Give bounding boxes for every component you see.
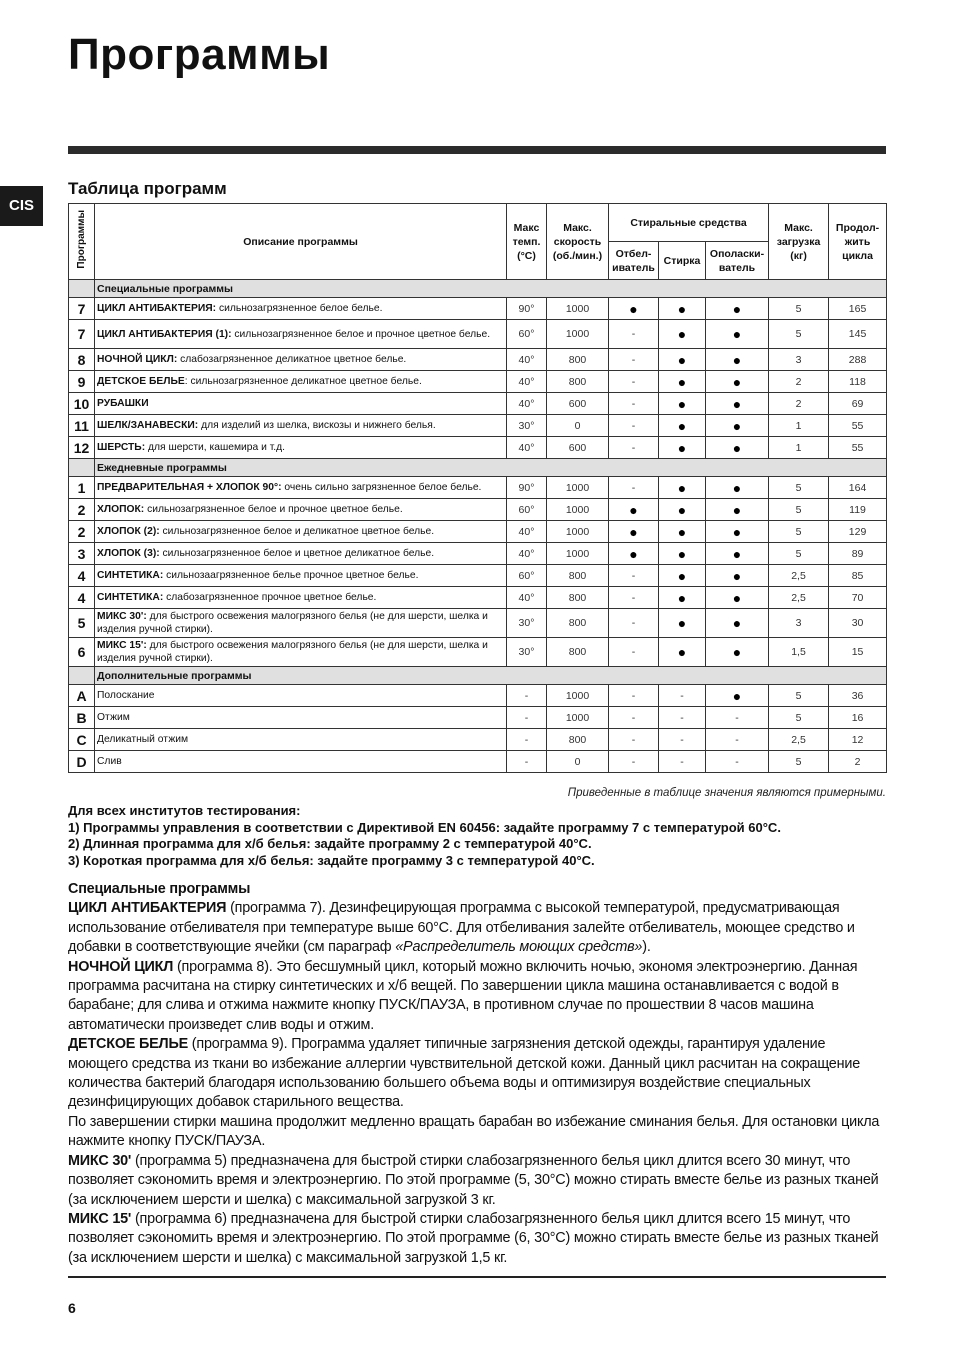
institutes-line: 1) Программы управления в соответствии с Директивой EN 60456: задайте программу 7 с температурой 60°C. <box>68 819 781 835</box>
max-speed-cell: 800 <box>547 587 609 609</box>
max-speed-cell: 0 <box>547 415 609 437</box>
max-speed-cell: 800 <box>547 349 609 371</box>
rinse-cell <box>706 543 769 565</box>
max-load-cell: 5 <box>769 298 829 320</box>
program-name: ПРЕДВАРИТЕЛЬНАЯ + ХЛОПОК 90°: <box>97 482 282 493</box>
paragraph-mix-30: МИКС 30' (программа 5) предназначена для быстрой стирки слабозагрязненного белья цикл длится всего 30 минут, что позволяет сэкономить время и электроэнергию. По этой программе (5, 30°C) можно стирать вместе белье из разных тканей (за исключением шерсти и шелка) с максимальной загрузкой 3 кг. <box>68 1152 879 1208</box>
program-number: 7 <box>69 320 95 349</box>
header-programs: Программы <box>69 204 95 280</box>
program-text: для быстрого освежения малогрязного белья (не для шерсти, шелка и изделия ручной стирки). <box>97 611 488 635</box>
max-load-cell: 5 <box>769 477 829 499</box>
table-row <box>69 609 887 638</box>
max-temp-cell: 40° <box>507 393 547 415</box>
rinse-cell <box>706 565 769 587</box>
max-speed-cell: 1000 <box>547 298 609 320</box>
rinse-cell <box>706 685 769 707</box>
bleach-cell: - <box>609 609 659 638</box>
bleach-cell: - <box>609 371 659 393</box>
rinse-cell <box>706 499 769 521</box>
program-number: 7 <box>69 298 95 320</box>
program-text: сильнозагрязненное белое и деликатное цветное белье. <box>159 526 435 537</box>
duration-cell: 164 <box>829 477 887 499</box>
duration-cell: 70 <box>829 587 887 609</box>
wash-cell <box>659 521 706 543</box>
program-number: 2 <box>69 521 95 543</box>
rinse-cell: - <box>706 751 769 773</box>
program-number: 4 <box>69 587 95 609</box>
section-title: Специальные программы <box>95 280 887 298</box>
program-number: 4 <box>69 565 95 587</box>
max-temp-cell: - <box>507 685 547 707</box>
filled-dot-icon: ● <box>677 479 687 496</box>
program-text: сильнозагрязненное белое и прочное цветное белье. <box>231 328 491 340</box>
filled-dot-icon: ● <box>732 417 742 434</box>
duration-cell: 55 <box>829 415 887 437</box>
paragraph-baby-wear: ДЕТСКОЕ БЕЛЬЕ (программа 9). Программа удаляет типичные загрязнения детской одежды, гарантируя удаление моющего средства из ткани во избежание аллергии чувствительной детской кожи. Данный цикл расчитан на сокращение количества бактерий благодаря использованию большего объема воды и оптимизируя воздействие специальных дезинфицирующих добавок старильного вещества. <box>68 1036 860 1111</box>
rinse-cell <box>706 371 769 393</box>
page-title: Программы <box>68 30 331 79</box>
program-name: ШЕРСТЬ: <box>97 442 146 453</box>
program-name: МИКС 15': <box>97 640 147 651</box>
wash-cell <box>659 609 706 638</box>
section-header-spacer <box>69 280 95 298</box>
program-text: Деликатный отжим <box>97 734 189 745</box>
rinse-cell <box>706 638 769 667</box>
program-number: A <box>69 685 95 707</box>
max-load-cell: 1,5 <box>769 638 829 667</box>
bleach-cell: - <box>609 477 659 499</box>
filled-dot-icon: ● <box>677 545 687 562</box>
rinse-cell <box>706 298 769 320</box>
program-text: для шерсти, кашемира и т.д. <box>145 442 286 453</box>
max-temp-cell: 90° <box>507 477 547 499</box>
max-load-cell: 2,5 <box>769 729 829 751</box>
filled-dot-icon: ● <box>629 501 638 518</box>
wash-cell: - <box>659 685 706 707</box>
program-description <box>95 298 507 320</box>
program-name: РУБАШКИ <box>97 398 149 409</box>
special-programs-text <box>68 880 888 1268</box>
rinse-cell <box>706 587 769 609</box>
program-number: 9 <box>69 371 95 393</box>
filled-dot-icon: ● <box>732 615 742 631</box>
bleach-cell: - <box>609 685 659 707</box>
section-header-row <box>69 280 887 298</box>
program-name: ЦИКЛ АНТИБАКТЕРИЯ: <box>97 303 217 314</box>
max-load-cell: 5 <box>769 707 829 729</box>
program-description <box>95 437 507 459</box>
bleach-cell: - <box>609 751 659 773</box>
max-speed-cell: 1000 <box>547 499 609 521</box>
filled-dot-icon: ● <box>732 351 742 368</box>
side-language-tab: CIS <box>0 186 43 226</box>
wash-cell <box>659 371 706 393</box>
bleach-cell: - <box>609 320 659 349</box>
wash-cell <box>659 477 706 499</box>
max-speed-cell: 800 <box>547 609 609 638</box>
filled-dot-icon: ● <box>732 589 742 606</box>
wash-cell: - <box>659 751 706 773</box>
program-text: сильнозагрязненное белое и цветное деликатное белье. <box>159 548 435 559</box>
bleach-cell: - <box>609 729 659 751</box>
wash-cell <box>659 499 706 521</box>
filled-dot-icon: ● <box>732 687 742 704</box>
filled-dot-icon: ● <box>732 545 742 562</box>
wash-cell <box>659 393 706 415</box>
max-temp-cell: 40° <box>507 521 547 543</box>
duration-cell: 2 <box>829 751 887 773</box>
duration-cell: 129 <box>829 521 887 543</box>
special-programs-heading: Специальные программы <box>68 881 251 897</box>
program-number: 1 <box>69 477 95 499</box>
duration-cell: 55 <box>829 437 887 459</box>
rinse-cell <box>706 477 769 499</box>
header-bleach: Отбел-иватель <box>609 242 659 280</box>
rinse-cell <box>706 521 769 543</box>
program-name: ДЕТСКОЕ БЕЛЬЕ <box>97 376 185 387</box>
bleach-cell: - <box>609 349 659 371</box>
program-description <box>95 543 507 565</box>
max-speed-cell: 0 <box>547 751 609 773</box>
program-description <box>95 521 507 543</box>
table-row <box>69 638 887 667</box>
header-max-load: Макс. загрузка (кг) <box>769 204 829 280</box>
paragraph-night-cycle: НОЧНОЙ ЦИКЛ (программа 8). Это бесшумный цикл, который можно включить ночью, экономя электроэнергию. Данная программа расчитана на стирку синтетических и х/б вещей. По завершении цикла машина останавливается с водой в барабане; для слива и отжима нажмите кнопку ПУСК/ПАУЗА, в противном случае по прошествии 8 часов машина автоматически произведет слив воды и отжим. <box>68 958 858 1033</box>
filled-dot-icon: ● <box>677 395 687 412</box>
program-name: ХЛОПОК (3): <box>97 548 160 559</box>
filled-dot-icon: ● <box>677 644 687 660</box>
max-speed-cell: 600 <box>547 437 609 459</box>
header-rinse: Ополаски-ватель <box>706 242 769 280</box>
program-description <box>95 751 507 773</box>
program-text: Полоскание <box>97 690 155 701</box>
max-temp-cell: - <box>507 751 547 773</box>
programs-table <box>68 203 887 773</box>
table-row <box>69 437 887 459</box>
institutes-line: 2) Длинная программа для х/б белья: задайте программу 2 с температурой 40°C. <box>68 836 592 851</box>
max-temp-cell: 40° <box>507 371 547 393</box>
filled-dot-icon: ● <box>629 300 638 317</box>
page-number: 6 <box>68 1300 76 1316</box>
max-speed-cell: 1000 <box>547 521 609 543</box>
filled-dot-icon: ● <box>677 439 687 456</box>
program-name: НОЧНОЙ ЦИКЛ: <box>97 354 178 365</box>
max-temp-cell: 90° <box>507 298 547 320</box>
table-row <box>69 477 887 499</box>
program-name: ХЛОПОК (2): <box>97 526 160 537</box>
filled-dot-icon: ● <box>677 615 687 631</box>
duration-cell: 165 <box>829 298 887 320</box>
table-row <box>69 707 887 729</box>
bleach-cell: - <box>609 707 659 729</box>
max-temp-cell: 40° <box>507 349 547 371</box>
program-number: 10 <box>69 393 95 415</box>
max-load-cell: 5 <box>769 751 829 773</box>
max-load-cell: 2 <box>769 393 829 415</box>
paragraph-antibacterial: ЦИКЛ АНТИБАКТЕРИЯ (программа 7). Дезинфецирующая программа с высокой температурой, предусматривающая использование отбеливателя при температуре выше 60°C. Для отбеливания залейте отбеливатель, моющее средство и добавки в соответствующие ячейки (см параграф «Распределитель моющих средств»). <box>68 900 855 956</box>
max-speed-cell: 1000 <box>547 707 609 729</box>
max-temp-cell: 30° <box>507 609 547 638</box>
program-number: C <box>69 729 95 751</box>
max-load-cell: 3 <box>769 349 829 371</box>
max-speed-cell: 800 <box>547 371 609 393</box>
filled-dot-icon: ● <box>732 300 742 317</box>
table-row <box>69 565 887 587</box>
program-name: ХЛОПОК: <box>97 504 145 515</box>
max-load-cell: 2 <box>769 371 829 393</box>
program-description <box>95 499 507 521</box>
filled-dot-icon: ● <box>732 479 742 496</box>
program-description <box>95 565 507 587</box>
program-number: 6 <box>69 638 95 667</box>
rinse-cell <box>706 393 769 415</box>
header-max-speed: Макс. скорость (об./мин.) <box>547 204 609 280</box>
max-load-cell: 2,5 <box>769 587 829 609</box>
duration-cell: 145 <box>829 320 887 349</box>
bleach-cell <box>609 298 659 320</box>
table-row <box>69 729 887 751</box>
duration-cell: 69 <box>829 393 887 415</box>
filled-dot-icon: ● <box>677 523 687 540</box>
max-load-cell: 5 <box>769 521 829 543</box>
wash-cell <box>659 565 706 587</box>
bleach-cell <box>609 521 659 543</box>
rinse-cell <box>706 415 769 437</box>
section-subtitle: Таблица программ <box>68 179 227 198</box>
max-load-cell: 3 <box>769 609 829 638</box>
table-row <box>69 393 887 415</box>
program-description <box>95 638 507 667</box>
max-temp-cell: 60° <box>507 320 547 349</box>
max-temp-cell: 40° <box>507 437 547 459</box>
filled-dot-icon: ● <box>732 567 742 584</box>
table-row <box>69 415 887 437</box>
program-text: : сильнозагрязненное деликатное цветное белье. <box>184 376 422 387</box>
wash-cell <box>659 349 706 371</box>
duration-cell: 36 <box>829 685 887 707</box>
max-temp-cell: 60° <box>507 499 547 521</box>
program-number: 5 <box>69 609 95 638</box>
program-description <box>95 609 507 638</box>
max-load-cell: 1 <box>769 415 829 437</box>
header-description: Описание программы <box>95 204 507 280</box>
program-description <box>95 587 507 609</box>
header-duration: Продол-жить цикла <box>829 204 887 280</box>
program-name: ШЕЛК/ЗАНАВЕСКИ: <box>97 420 199 431</box>
wash-cell <box>659 320 706 349</box>
bleach-cell: - <box>609 587 659 609</box>
max-speed-cell: 600 <box>547 393 609 415</box>
rinse-cell <box>706 349 769 371</box>
bleach-cell <box>609 499 659 521</box>
wash-cell <box>659 298 706 320</box>
program-description <box>95 371 507 393</box>
bleach-cell: - <box>609 638 659 667</box>
filled-dot-icon: ● <box>677 589 687 606</box>
section-header-spacer <box>69 459 95 477</box>
table-row <box>69 499 887 521</box>
paragraph-end-of-wash: По завершении стирки машина продолжит медленно вращать барабан во избежание сминания белья. Для остановки цикла нажмите кнопку ПУСК/ПАУЗА. <box>68 1113 880 1150</box>
duration-cell: 30 <box>829 609 887 638</box>
duration-cell: 119 <box>829 499 887 521</box>
bottom-divider <box>68 1276 886 1278</box>
max-load-cell: 2,5 <box>769 565 829 587</box>
header-max-temp: Макс темп. (°C) <box>507 204 547 280</box>
program-description <box>95 477 507 499</box>
max-load-cell: 5 <box>769 543 829 565</box>
filled-dot-icon: ● <box>677 567 687 584</box>
institutes-line: 3) Короткая программа для х/б белья: задайте программу 3 с температурой 40°C. <box>68 852 595 868</box>
program-description <box>95 729 507 751</box>
rinse-cell <box>706 320 769 349</box>
program-description <box>95 320 507 349</box>
program-text: сильнозагрязненное белое белье. <box>216 303 383 314</box>
section-header-row <box>69 459 887 477</box>
program-number: B <box>69 707 95 729</box>
table-row <box>69 587 887 609</box>
header-wash: Стирка <box>659 242 706 280</box>
wash-cell <box>659 437 706 459</box>
table-row <box>69 751 887 773</box>
filled-dot-icon: ● <box>732 644 742 660</box>
rinse-cell <box>706 609 769 638</box>
program-description <box>95 707 507 729</box>
section-header-spacer <box>69 667 95 685</box>
filled-dot-icon: ● <box>732 439 742 456</box>
filled-dot-icon: ● <box>732 373 742 390</box>
filled-dot-icon: ● <box>677 300 687 317</box>
program-text: слабозагрязненное прочное цветное белье. <box>163 592 377 603</box>
table-row <box>69 349 887 371</box>
table-row <box>69 543 887 565</box>
program-number: 2 <box>69 499 95 521</box>
bleach-cell <box>609 543 659 565</box>
program-description <box>95 685 507 707</box>
max-speed-cell: 800 <box>547 565 609 587</box>
testing-institutes-block <box>68 803 886 869</box>
program-text: для изделий из шелка, вискозы и нижнего белья. <box>198 420 436 431</box>
max-load-cell: 5 <box>769 685 829 707</box>
max-temp-cell: - <box>507 707 547 729</box>
duration-cell: 85 <box>829 565 887 587</box>
program-name: СИНТЕТИКА: <box>97 570 164 581</box>
institutes-heading: Для всех институтов тестирования: <box>68 803 301 818</box>
program-text: очень сильно загрязненное белое белье. <box>281 482 482 493</box>
wash-cell <box>659 638 706 667</box>
section-header-row <box>69 667 887 685</box>
section-title: Ежедневные программы <box>95 459 887 477</box>
wash-cell <box>659 587 706 609</box>
program-text: сильнозагрязненное белое и прочное цветное белье. <box>144 504 403 515</box>
max-temp-cell: 30° <box>507 638 547 667</box>
max-speed-cell: 800 <box>547 729 609 751</box>
duration-cell: 15 <box>829 638 887 667</box>
header-detergents: Стиральные средства <box>609 204 769 242</box>
duration-cell: 89 <box>829 543 887 565</box>
wash-cell: - <box>659 707 706 729</box>
rinse-cell <box>706 437 769 459</box>
wash-cell: - <box>659 729 706 751</box>
max-load-cell: 1 <box>769 437 829 459</box>
max-load-cell: 5 <box>769 320 829 349</box>
table-footnote: Приведенные в таблице значения являются примерными. <box>567 787 886 799</box>
program-text: сильнозаагрязненное белье прочное цветное белье. <box>163 570 419 581</box>
program-name: СИНТЕТИКА: <box>97 592 164 603</box>
rinse-cell: - <box>706 707 769 729</box>
paragraph-mix-15: МИКС 15' (программа 6) предназначена для быстрой стирки слабозагрязненного белья цикл длится всего 15 минут, что позволяет сэкономить время и электроэнергию. По этой программе (6, 30°C) можно стирать вместе белье из разных тканей (за исключением шерсти и шелка) с максимальной загрузкой 1,5 кг. <box>68 1210 879 1266</box>
duration-cell: 118 <box>829 371 887 393</box>
program-name: МИКС 30': <box>97 611 147 622</box>
program-number: 8 <box>69 349 95 371</box>
duration-cell: 288 <box>829 349 887 371</box>
program-name: ЦИКЛ АНТИБАКТЕРИЯ (1): <box>97 328 232 340</box>
filled-dot-icon: ● <box>732 395 742 412</box>
program-description <box>95 415 507 437</box>
max-speed-cell: 1000 <box>547 685 609 707</box>
filled-dot-icon: ● <box>732 523 742 540</box>
table-row <box>69 685 887 707</box>
bleach-cell: - <box>609 437 659 459</box>
program-number: 3 <box>69 543 95 565</box>
filled-dot-icon: ● <box>677 417 687 434</box>
section-title: Дополнительные программы <box>95 667 887 685</box>
program-number: 12 <box>69 437 95 459</box>
program-text: для быстрого освежения малогрязного белья (не для шерсти, шелка и изделия ручной стирки). <box>97 640 488 664</box>
duration-cell: 12 <box>829 729 887 751</box>
max-temp-cell: 60° <box>507 565 547 587</box>
max-speed-cell: 1000 <box>547 543 609 565</box>
program-number: D <box>69 751 95 773</box>
program-text: слабозагрязненное деликатное цветное белье. <box>177 354 407 365</box>
table-row <box>69 298 887 320</box>
filled-dot-icon: ● <box>677 326 687 342</box>
table-row <box>69 371 887 393</box>
bleach-cell: - <box>609 393 659 415</box>
program-description <box>95 393 507 415</box>
max-temp-cell: 40° <box>507 543 547 565</box>
filled-dot-icon: ● <box>732 501 742 518</box>
top-divider <box>68 146 886 154</box>
bleach-cell: - <box>609 565 659 587</box>
max-temp-cell: 30° <box>507 415 547 437</box>
filled-dot-icon: ● <box>677 351 687 368</box>
filled-dot-icon: ● <box>629 523 638 540</box>
table-row <box>69 320 887 349</box>
max-speed-cell: 1000 <box>547 477 609 499</box>
bleach-cell: - <box>609 415 659 437</box>
program-number: 11 <box>69 415 95 437</box>
max-speed-cell: 800 <box>547 638 609 667</box>
duration-cell: 16 <box>829 707 887 729</box>
wash-cell <box>659 415 706 437</box>
filled-dot-icon: ● <box>732 326 742 342</box>
filled-dot-icon: ● <box>677 501 687 518</box>
filled-dot-icon: ● <box>677 373 687 390</box>
program-description <box>95 349 507 371</box>
max-speed-cell: 1000 <box>547 320 609 349</box>
rinse-cell: - <box>706 729 769 751</box>
program-text: Отжим <box>97 712 130 723</box>
wash-cell <box>659 543 706 565</box>
max-temp-cell: - <box>507 729 547 751</box>
table-row <box>69 521 887 543</box>
max-load-cell: 5 <box>769 499 829 521</box>
max-temp-cell: 40° <box>507 587 547 609</box>
program-text: Слив <box>97 756 122 767</box>
filled-dot-icon: ● <box>629 545 638 562</box>
